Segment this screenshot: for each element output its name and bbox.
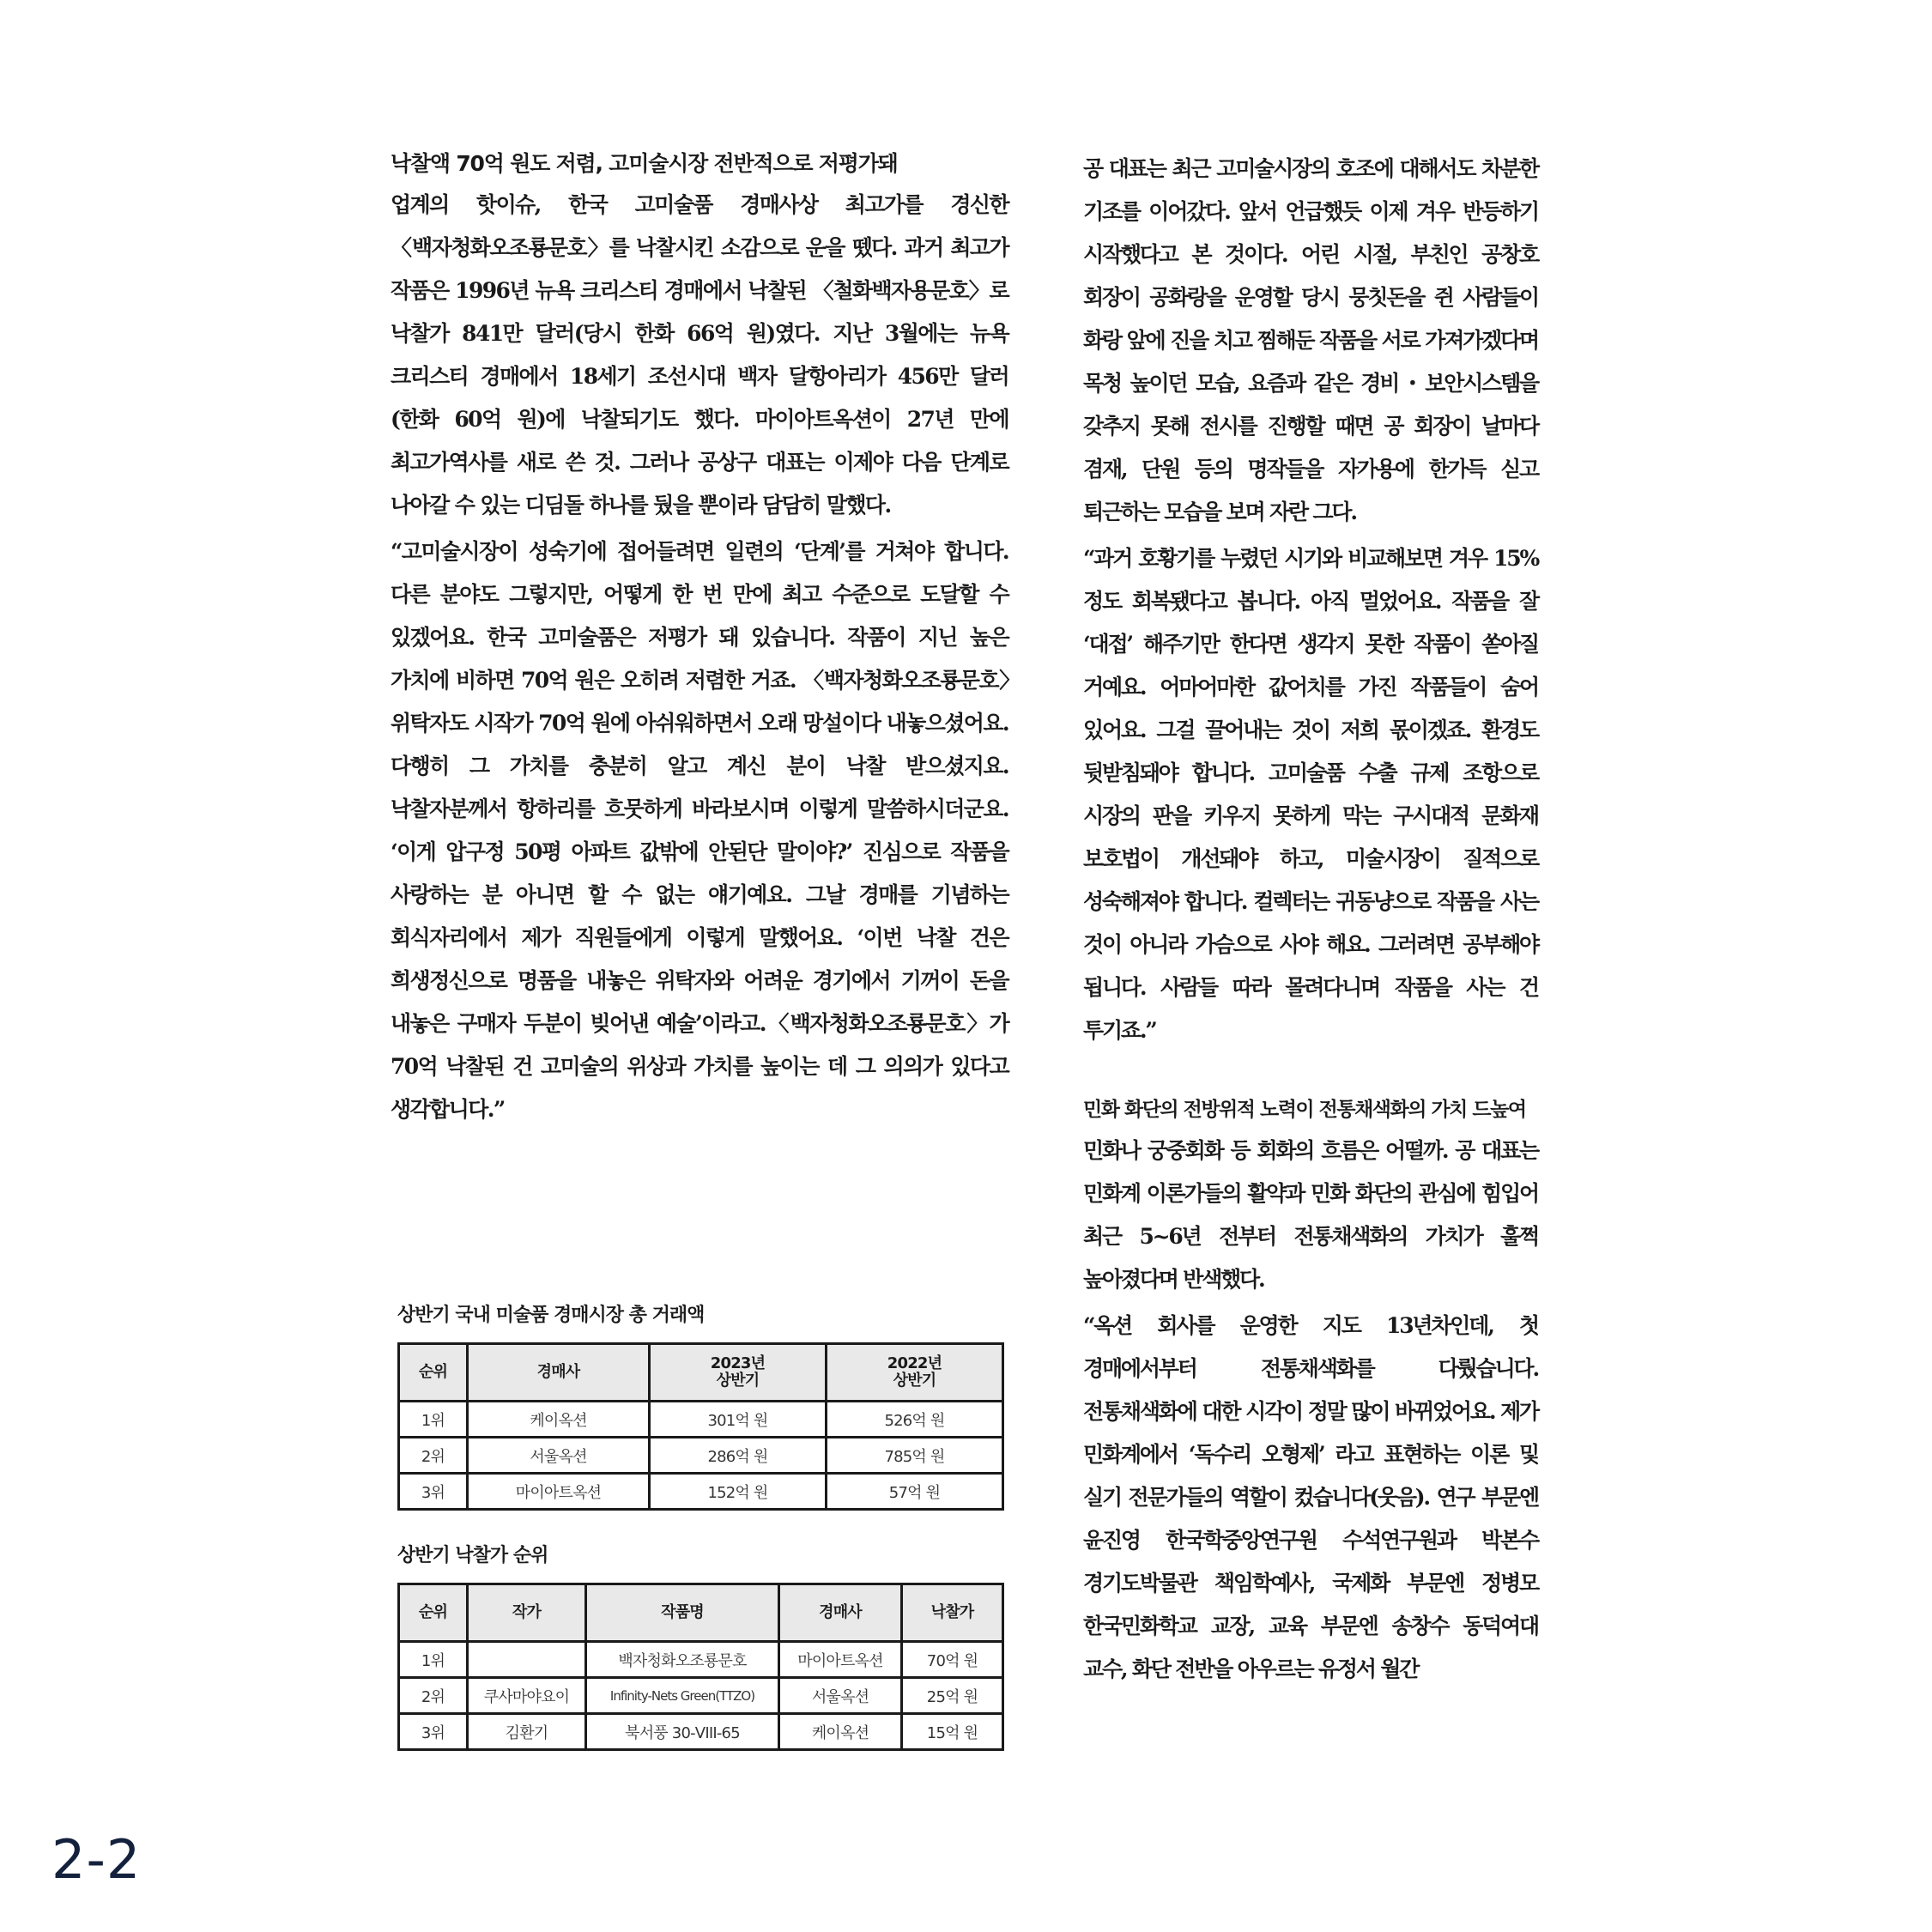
table-title: 상반기 국내 미술품 경매시장 총 거래액 [397,1305,705,1326]
rank-cell: 2위 [399,1678,468,1714]
artist-cell [468,1642,586,1678]
table-title: 상반기 낙찰가 순위 [397,1545,548,1566]
section-heading: 낙찰액 70억 원도 저렴, 고미술시장 전반적으로 저평가돼 [391,151,898,176]
price-cell: 15억 원 [902,1714,1003,1750]
column-header [650,1344,827,1402]
rank-cell: 2위 [399,1438,468,1474]
column-header: 경매사 [468,1344,650,1402]
table-row [399,1642,1003,1678]
section-heading: 민화 화단의 전방위적 노력이 전통채색화의 가치 드높여 [1083,1099,1526,1121]
rank-cell: 3위 [399,1714,468,1750]
auction-house-cell: 케이옥션 [779,1714,902,1750]
header-line: 2022년 [887,1354,942,1372]
market-volume-table-block [397,1300,1004,1511]
table-row [399,1402,1003,1438]
quote-paragraph: “과거 호황기를 누렸던 시기와 비교해보면 겨우 15%정도 회복됐다고 봅니다. 아직 멀었어요. 작품을 잘 ‘대접’ 해주기만 한다면 생각지 못한 작품이 쏟아질 거예요. 어마어마한 값어치를 가진 작품들이 숨어 있어요. 그걸 끌어내는 것이 저희 몫이겠죠. 환경도 뒷받침돼야 합니다. 고미술품 수출 규제 조항으로 시장의 판을 키우지 못하게 막는 구시대적 문화재 보호법이 개선돼야 하고, 미술시장이 질적으로 성숙해져야 합니다. 컬렉터는 귀동냥으로 작품을 사는 것이 아니라 가슴으로 사야 해요. 그러려면 공부해야 됩니다. 사람들 따라 몰려다니며 작품을 사는 건 투기죠.” [1083,546,1538,1043]
table-row [399,1474,1003,1510]
table-row [399,1678,1003,1714]
table-header-row [399,1344,1003,1402]
body-paragraph: 민화나 궁중회화 등 회화의 흐름은 어떨까. 공 대표는 민화계 이론가들의 활약과 민화 화단의 관심에 힘입어 최근 5~6년 전부터 전통채색화의 가치가 훌쩍 높아졌다며 반색했다. [1083,1138,1538,1292]
header-line: 2023년 [710,1354,766,1372]
spacer [1083,1056,1538,1093]
column-header: 작가 [468,1584,586,1642]
left-column [391,148,1008,1135]
column-header: 낙찰가 [902,1584,1003,1642]
body-paragraph: 공 대표는 최근 고미술시장의 호조에 대해서도 차분한 기조를 이어갔다. 앞서 언급했듯 이제 겨우 반등하기 시작했다고 본 것이다. 어린 시절, 부친인 공창호 회장이 공화랑을 운영할 당시 뭉칫돈을 쥔 사람들이 화랑 앞에 진을 치고 찜해둔 작품을 서로 가져가겠다며 목청 높이던 모습, 요즘과 같은 경비・보안시스템을 갖추지 못해 전시를 진행할 때면 공 회장이 날마다 겸재, 단원 등의 명작들을 자가용에 한가득 싣고 퇴근하는 모습을 보며 자란 그다. [1083,156,1538,524]
artist-cell: 쿠사마야요이 [468,1678,586,1714]
table-row [399,1438,1003,1474]
auction-house-cell: 마이아트옥션 [468,1474,650,1510]
column-header [827,1344,1003,1402]
value-2022-cell: 57억 원 [827,1474,1003,1510]
value-2023-cell: 286억 원 [650,1438,827,1474]
value-2023-cell: 152억 원 [650,1474,827,1510]
right-column [1083,148,1538,1694]
quote-paragraph: “옥션 회사를 운영한 지도 13년차인데, 첫 경매에서부터 전통채색화를 다뤘습니다. 전통채색화에 대한 시각이 정말 많이 바뀌었어요. 제가 민화계에서 ‘독수리 오형제’ 라고 표현하는 이론 및 실기 전문가들의 역할이 컸습니다(웃음). 연구 부문엔 윤진영 한국학중앙연구원 수석연구원과 박본수 경기도박물관 책임학예사, 국제화 부문엔 정병모 한국민화학교 교장, 교육 부문엔 송창수 동덕여대 교수, 화단 전반을 아우르는 유정서 월간 [1083,1313,1538,1681]
value-2023-cell: 301억 원 [650,1402,827,1438]
price-cell: 70억 원 [902,1642,1003,1678]
table-row [399,1714,1003,1750]
column-header: 순위 [399,1344,468,1402]
header-line: 상반기 [716,1372,760,1390]
table-header-row [399,1584,1003,1642]
auction-house-cell: 마이아트옥션 [779,1642,902,1678]
column-header: 작품명 [586,1584,779,1642]
quote-paragraph: “고미술시장이 성숙기에 접어들려면 일련의 ‘단계’를 거쳐야 합니다. 다른 분야도 그렇지만, 어떻게 한 번 만에 최고 수준으로 도달할 수 있겠어요. 한국 고미술품은 저평가 돼 있습니다. 작품이 지닌 높은 가치에 비하면 70억 원은 오히려 저렴한 거죠. 〈백자청화오조룡문호〉위탁자도 시작가 70억 원에 아쉬워하면서 오래 망설이다 내놓으셨어요. 다행히 그 가치를 충분히 알고 계신 분이 낙찰 받으셨지요. 낙찰자분께서 항하리를 흐뭇하게 바라보시며 이렇게 말씀하시더군요. ‘이게 압구정 50평 아파트 값밖에 안된단 말이야?’ 진심으로 작품을 사랑하는 분 아니면 할 수 없는 얘기예요. 그날 경매를 기념하는 회식자리에서 제가 직원들에게 이렇게 말했어요. ‘이번 낙찰 건은 희생정신으로 명품을 내놓은 위탁자와 어려운 경기에서 기꺼이 돈을 내놓은 구매자 두분이 빚어낸 예술’이라고.〈백자청화오조룡문호〉가 70억 낙찰된 건 고미술의 위상과 가치를 높이는 데 그 의의가 있다고 생각합니다.” [391,539,1008,1122]
work-cell: 북서풍 30-VIII-65 [586,1714,779,1750]
rank-cell: 3위 [399,1474,468,1510]
auction-house-cell: 케이옥션 [468,1402,650,1438]
auction-house-cell: 서울옥션 [779,1678,902,1714]
column-header: 경매사 [779,1584,902,1642]
price-cell: 25억 원 [902,1678,1003,1714]
auction-house-cell: 서울옥션 [468,1438,650,1474]
column-header: 순위 [399,1584,468,1642]
work-cell: 백자청화오조룡문호 [586,1642,779,1678]
market-volume-table [397,1342,1004,1511]
value-2022-cell: 785억 원 [827,1438,1003,1474]
top-bids-table-block [397,1541,1004,1751]
top-bids-table [397,1583,1004,1751]
rank-cell: 1위 [399,1642,468,1678]
header-line: 상반기 [893,1372,936,1390]
body-paragraph: 업계의 핫이슈, 한국 고미술품 경매사상 최고가를 경신한 〈백자청화오조룡문호〉를 낙찰시킨 소감으로 운을 뗐다. 과거 최고가 작품은 1996년 뉴욕 크리스티 경매에서 낙찰된 〈철화백자용문호〉로 낙찰가 841만 달러(당시 한화 66억 원)였다. 지난 3월에는 뉴욕 크리스티 경매에서 18세기 조선시대 백자 달항아리가 456만 달러(한화 60억 원)에 낙찰되기도 했다. 마이아트옥션이 27년 만에 최고가역사를 새로 쓴 것. 그러나 공상구 대표는 이제야 다음 단계로 나아갈 수 있는 디딤돌 하나를 뒀을 뿐이라 담담히 말했다. [391,192,1008,518]
page-number: 2-2 [51,1828,142,1891]
rank-cell: 1위 [399,1402,468,1438]
work-cell: Infinity-Nets Green(TTZO) [586,1678,779,1714]
artist-cell: 김환기 [468,1714,586,1750]
value-2022-cell: 526억 원 [827,1402,1003,1438]
